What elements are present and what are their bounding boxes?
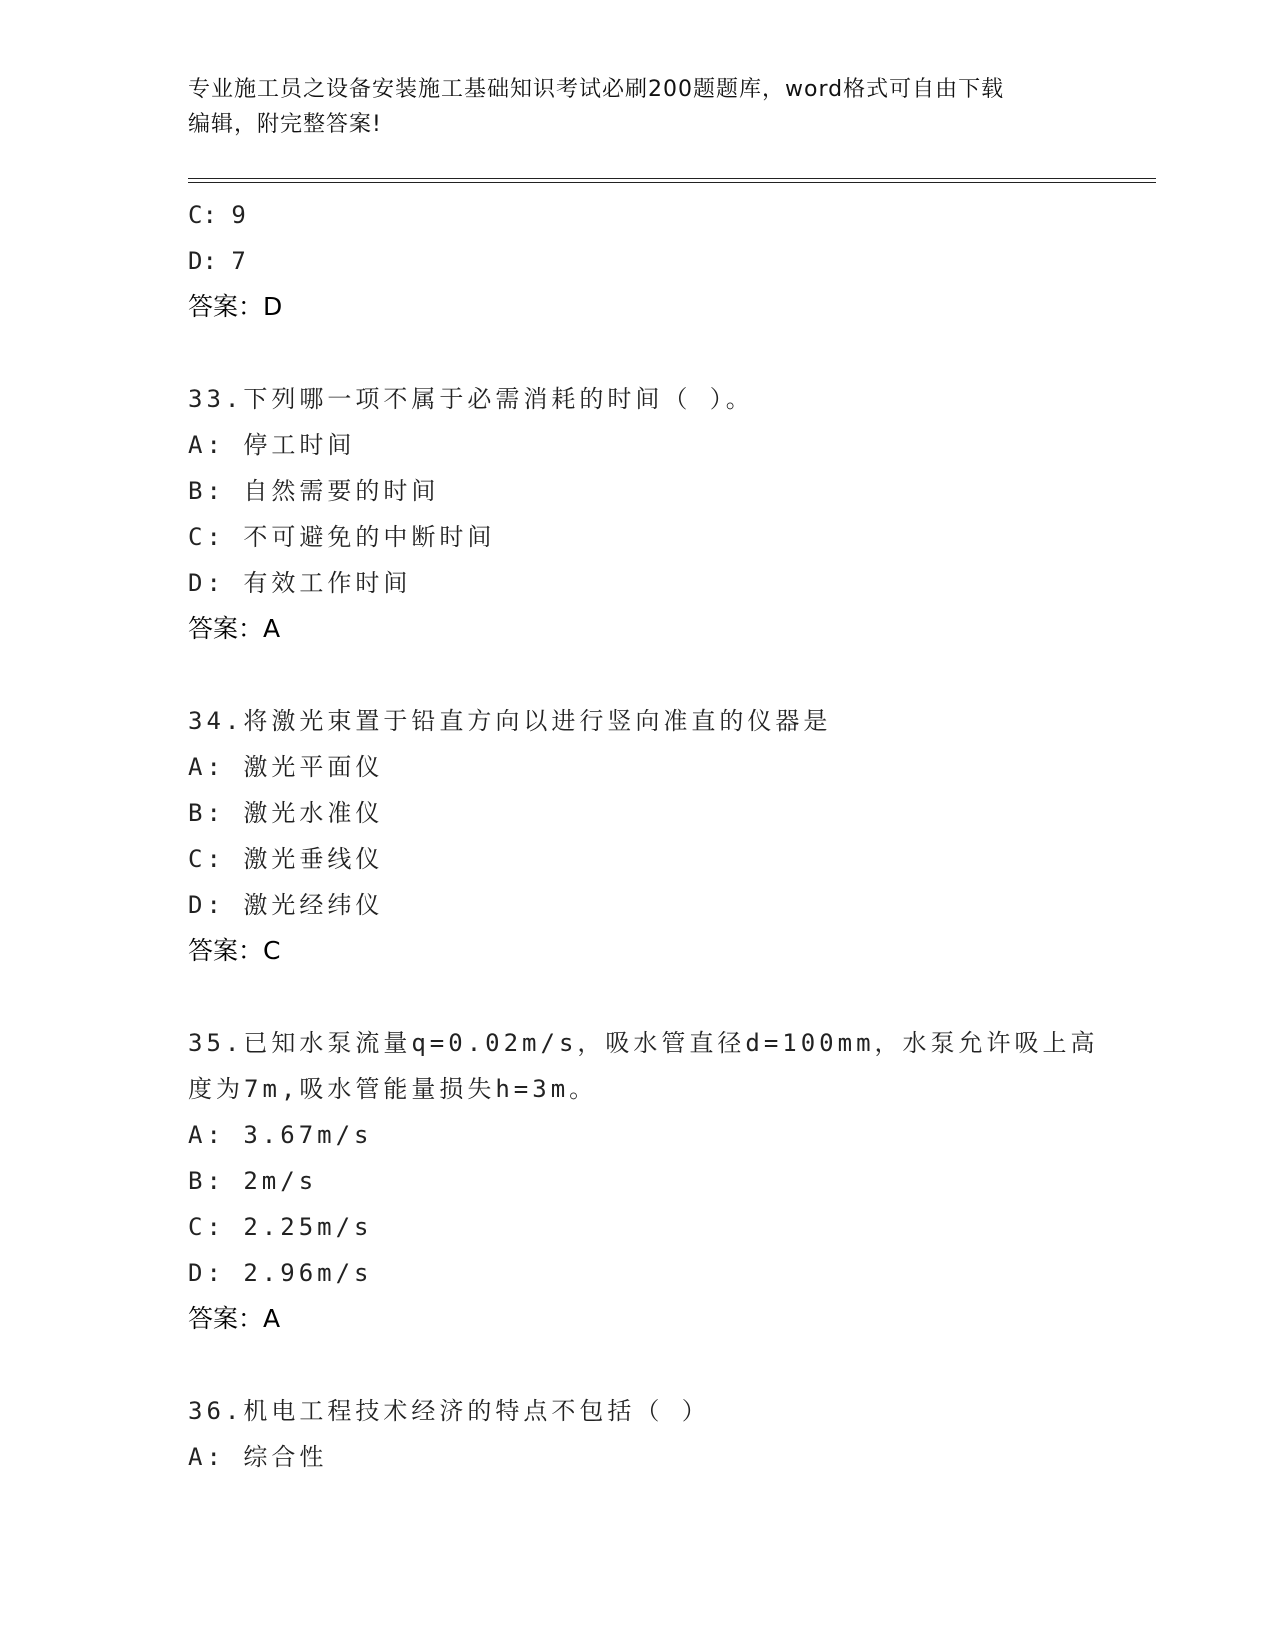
spacer (188, 652, 1088, 698)
answer-label: 答案：C (188, 936, 281, 965)
option-d: D: 7 (188, 247, 246, 275)
option-b: B: 激光水准仪 (188, 799, 384, 827)
question-text: 34.将激光束置于铅直方向以进行竖向准直的仪器是 (188, 707, 832, 735)
partial-question (188, 192, 1088, 330)
question-36 (188, 1388, 1088, 1480)
header-line-1: 专业施工员之设备安装施工基础知识考试必刷200题题库，word格式可自由下载 (188, 77, 1005, 102)
question-body (188, 192, 1099, 1480)
option-a: A: 激光平面仪 (188, 753, 384, 781)
header-line-2: 编辑，附完整答案! (188, 112, 382, 137)
option-c: C: 9 (188, 201, 246, 229)
option-d: D: 2.96m/s (188, 1259, 373, 1287)
option-b: B: 自然需要的时间 (188, 477, 440, 505)
option-a: A: 停工时间 (188, 431, 356, 459)
answer-label: 答案：A (188, 614, 281, 643)
question-text: 36.机电工程技术经济的特点不包括（ ） (188, 1397, 710, 1425)
question-33 (188, 376, 1088, 652)
spacer (188, 974, 1088, 1020)
option-c: C: 激光垂线仪 (188, 845, 384, 873)
option-c: C: 2.25m/s (188, 1213, 373, 1241)
option-c: C: 不可避免的中断时间 (188, 523, 496, 551)
option-b: B: 2m/s (188, 1167, 318, 1195)
question-text: 33.下列哪一项不属于必需消耗的时间（ ）。 (188, 385, 754, 413)
spacer (188, 330, 1088, 376)
document-header (188, 72, 1068, 142)
header-rule-top (188, 178, 1156, 179)
option-d: D: 有效工作时间 (188, 569, 412, 597)
question-text-continued: 度为7m,吸水管能量损失h=3m。 (188, 1075, 598, 1103)
option-d: D: 激光经纬仪 (188, 891, 384, 919)
question-text: 35.已知水泵流量q=0.02m/s，吸水管直径d=100mm，水泵允许吸上高 (188, 1029, 1099, 1057)
question-35 (188, 1020, 1099, 1342)
spacer (188, 1342, 1088, 1388)
question-34 (188, 698, 1088, 974)
option-a: A: 综合性 (188, 1443, 328, 1471)
option-a: A: 3.67m/s (188, 1121, 373, 1149)
header-rule-bottom (188, 182, 1156, 183)
answer-label: 答案：D (188, 292, 283, 321)
answer-label: 答案：A (188, 1304, 281, 1333)
